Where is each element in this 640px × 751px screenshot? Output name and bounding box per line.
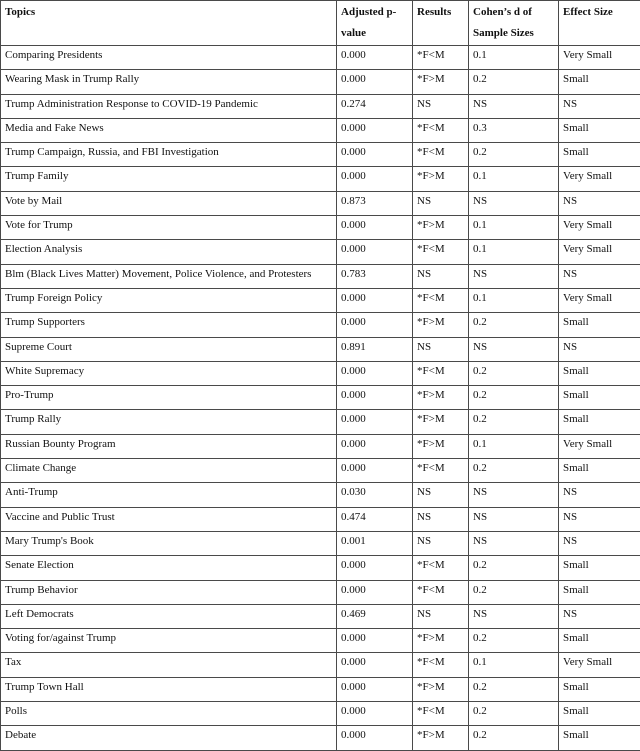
topic-cell: Climate Change: [1, 459, 337, 483]
topic-cell: Vote by Mail: [1, 191, 337, 215]
p-value-cell: 0.000: [337, 167, 413, 191]
result-cell: *F<M: [413, 240, 469, 264]
table-row: [1, 507, 640, 531]
result-cell: *F<M: [413, 702, 469, 726]
topic-cell: Trump Town Hall: [1, 677, 337, 701]
topic-cell: Trump Campaign, Russia, and FBI Investigation: [1, 143, 337, 167]
table-row: [1, 143, 640, 167]
topic-cell: White Supremacy: [1, 361, 337, 385]
cohens-d-cell: 0.1: [469, 46, 559, 70]
topic-cell: Polls: [1, 702, 337, 726]
result-cell: NS: [413, 507, 469, 531]
p-value-cell: 0.000: [337, 677, 413, 701]
result-cell: *F>M: [413, 726, 469, 750]
cohens-d-cell: 0.2: [469, 386, 559, 410]
effect-size-cell: Very Small: [559, 653, 640, 677]
cohens-d-cell: 0.3: [469, 118, 559, 142]
topic-cell: Russian Bounty Program: [1, 434, 337, 458]
result-cell: *F<M: [413, 556, 469, 580]
result-cell: *F<M: [413, 288, 469, 312]
topic-cell: Trump Behavior: [1, 580, 337, 604]
result-cell: NS: [413, 191, 469, 215]
cohens-d-cell: NS: [469, 531, 559, 555]
p-value-cell: 0.000: [337, 702, 413, 726]
topic-cell: Pro-Trump: [1, 386, 337, 410]
p-value-cell: 0.000: [337, 118, 413, 142]
result-cell: *F<M: [413, 361, 469, 385]
result-cell: *F>M: [413, 434, 469, 458]
table-row: [1, 653, 640, 677]
p-value-cell: 0.469: [337, 604, 413, 628]
p-value-cell: 0.000: [337, 46, 413, 70]
table-row: [1, 459, 640, 483]
table-row: [1, 118, 640, 142]
p-value-cell: 0.000: [337, 726, 413, 750]
cohens-d-cell: 0.2: [469, 410, 559, 434]
table-row: [1, 629, 640, 653]
effect-size-cell: Very Small: [559, 46, 640, 70]
result-cell: NS: [413, 94, 469, 118]
header-effect-size: Effect Size: [559, 1, 640, 46]
header-results: Results: [413, 1, 469, 46]
cohens-d-cell: NS: [469, 483, 559, 507]
topic-cell: Vote for Trump: [1, 216, 337, 240]
p-value-cell: 0.873: [337, 191, 413, 215]
effect-size-cell: Very Small: [559, 240, 640, 264]
result-cell: *F<M: [413, 653, 469, 677]
effect-size-cell: NS: [559, 337, 640, 361]
p-value-cell: 0.000: [337, 556, 413, 580]
topic-cell: Supreme Court: [1, 337, 337, 361]
p-value-cell: 0.000: [337, 459, 413, 483]
table-row: [1, 216, 640, 240]
cohens-d-cell: 0.1: [469, 434, 559, 458]
cohens-d-cell: 0.1: [469, 653, 559, 677]
result-cell: NS: [413, 531, 469, 555]
p-value-cell: 0.000: [337, 410, 413, 434]
header-cohens-d: Cohen’s d of Sample Sizes: [469, 1, 559, 46]
cohens-d-cell: 0.2: [469, 556, 559, 580]
effect-size-cell: Small: [559, 629, 640, 653]
p-value-cell: 0.001: [337, 531, 413, 555]
topic-cell: Anti-Trump: [1, 483, 337, 507]
result-cell: *F<M: [413, 46, 469, 70]
p-value-cell: 0.000: [337, 629, 413, 653]
topic-cell: Blm (Black Lives Matter) Movement, Police Violence, and Protesters: [1, 264, 337, 288]
effect-size-cell: Very Small: [559, 434, 640, 458]
cohens-d-cell: NS: [469, 337, 559, 361]
cohens-d-cell: 0.2: [469, 313, 559, 337]
topic-cell: Debate: [1, 726, 337, 750]
table-row: [1, 386, 640, 410]
result-cell: NS: [413, 483, 469, 507]
table-row: [1, 361, 640, 385]
p-value-cell: 0.000: [337, 361, 413, 385]
p-value-cell: 0.000: [337, 143, 413, 167]
table-row: [1, 288, 640, 312]
result-cell: NS: [413, 604, 469, 628]
p-value-cell: 0.030: [337, 483, 413, 507]
p-value-cell: 0.000: [337, 288, 413, 312]
table-row: [1, 604, 640, 628]
table-row: [1, 70, 640, 94]
topic-cell: Trump Supporters: [1, 313, 337, 337]
topic-cell: Trump Foreign Policy: [1, 288, 337, 312]
result-cell: *F<M: [413, 580, 469, 604]
cohens-d-cell: 0.1: [469, 167, 559, 191]
effect-size-cell: NS: [559, 191, 640, 215]
effect-size-cell: Small: [559, 580, 640, 604]
table-row: [1, 167, 640, 191]
topic-cell: Senate Election: [1, 556, 337, 580]
p-value-cell: 0.000: [337, 434, 413, 458]
effect-size-cell: Small: [559, 677, 640, 701]
effect-size-cell: NS: [559, 483, 640, 507]
p-value-cell: 0.000: [337, 580, 413, 604]
cohens-d-cell: 0.2: [469, 702, 559, 726]
topic-cell: Left Democrats: [1, 604, 337, 628]
p-value-cell: 0.000: [337, 386, 413, 410]
cohens-d-cell: 0.2: [469, 459, 559, 483]
effect-size-cell: Small: [559, 313, 640, 337]
cohens-d-cell: NS: [469, 507, 559, 531]
cohens-d-cell: NS: [469, 264, 559, 288]
cohens-d-cell: NS: [469, 94, 559, 118]
cohens-d-cell: NS: [469, 604, 559, 628]
result-cell: *F<M: [413, 118, 469, 142]
header-topics: Topics: [1, 1, 337, 46]
topic-cell: Mary Trump's Book: [1, 531, 337, 555]
p-value-cell: 0.000: [337, 653, 413, 677]
result-cell: *F<M: [413, 459, 469, 483]
effect-size-cell: Small: [559, 118, 640, 142]
cohens-d-cell: 0.2: [469, 629, 559, 653]
table-row: [1, 240, 640, 264]
table-row: [1, 337, 640, 361]
topic-cell: Voting for/against Trump: [1, 629, 337, 653]
p-value-cell: 0.274: [337, 94, 413, 118]
topic-cell: Election Analysis: [1, 240, 337, 264]
table-row: [1, 94, 640, 118]
table-row: [1, 191, 640, 215]
effect-size-cell: Small: [559, 386, 640, 410]
effect-size-cell: Very Small: [559, 288, 640, 312]
result-cell: NS: [413, 264, 469, 288]
p-value-cell: 0.000: [337, 240, 413, 264]
result-cell: *F>M: [413, 167, 469, 191]
table-header-row: [1, 1, 640, 46]
cohens-d-cell: 0.2: [469, 677, 559, 701]
p-value-cell: 0.000: [337, 216, 413, 240]
table-row: [1, 410, 640, 434]
result-cell: *F<M: [413, 143, 469, 167]
effect-size-cell: NS: [559, 507, 640, 531]
effect-size-cell: NS: [559, 94, 640, 118]
p-value-cell: 0.000: [337, 70, 413, 94]
effect-size-cell: Very Small: [559, 167, 640, 191]
table-row: [1, 677, 640, 701]
result-cell: *F>M: [413, 410, 469, 434]
effect-size-cell: Small: [559, 702, 640, 726]
topic-cell: Media and Fake News: [1, 118, 337, 142]
cohens-d-cell: 0.2: [469, 580, 559, 604]
topic-cell: Trump Rally: [1, 410, 337, 434]
p-value-cell: 0.891: [337, 337, 413, 361]
result-cell: *F>M: [413, 216, 469, 240]
effect-size-cell: Small: [559, 459, 640, 483]
effect-size-cell: Small: [559, 70, 640, 94]
table-row: [1, 264, 640, 288]
result-cell: *F>M: [413, 386, 469, 410]
effect-size-cell: Very Small: [559, 216, 640, 240]
p-value-cell: 0.474: [337, 507, 413, 531]
topic-cell: Tax: [1, 653, 337, 677]
topic-cell: Trump Administration Response to COVID-19 Pandemic: [1, 94, 337, 118]
table-row: [1, 580, 640, 604]
table-row: [1, 531, 640, 555]
table-body: [1, 46, 640, 751]
cohens-d-cell: 0.2: [469, 726, 559, 750]
topic-cell: Comparing Presidents: [1, 46, 337, 70]
table-row: [1, 483, 640, 507]
cohens-d-cell: 0.2: [469, 143, 559, 167]
topic-cell: Wearing Mask in Trump Rally: [1, 70, 337, 94]
cohens-d-cell: 0.1: [469, 240, 559, 264]
effect-size-cell: NS: [559, 264, 640, 288]
result-cell: *F>M: [413, 70, 469, 94]
effect-size-cell: NS: [559, 531, 640, 555]
cohens-d-cell: 0.2: [469, 361, 559, 385]
header-adjusted-p-value: Adjusted p-value: [337, 1, 413, 46]
topic-cell: Vaccine and Public Trust: [1, 507, 337, 531]
table-row: [1, 556, 640, 580]
effect-size-cell: Small: [559, 143, 640, 167]
p-value-cell: 0.783: [337, 264, 413, 288]
cohens-d-cell: NS: [469, 191, 559, 215]
result-cell: NS: [413, 337, 469, 361]
result-cell: *F>M: [413, 677, 469, 701]
effect-size-cell: Small: [559, 410, 640, 434]
cohens-d-cell: 0.1: [469, 288, 559, 312]
table-row: [1, 313, 640, 337]
table-row: [1, 702, 640, 726]
table-row: [1, 726, 640, 750]
effect-size-cell: Small: [559, 726, 640, 750]
effect-size-cell: NS: [559, 604, 640, 628]
table-row: [1, 434, 640, 458]
p-value-cell: 0.000: [337, 313, 413, 337]
result-cell: *F>M: [413, 313, 469, 337]
cohens-d-cell: 0.2: [469, 70, 559, 94]
effect-size-cell: Small: [559, 361, 640, 385]
cohens-d-cell: 0.1: [469, 216, 559, 240]
topic-cell: Trump Family: [1, 167, 337, 191]
effect-size-cell: Small: [559, 556, 640, 580]
result-cell: *F>M: [413, 629, 469, 653]
table-row: [1, 46, 640, 70]
